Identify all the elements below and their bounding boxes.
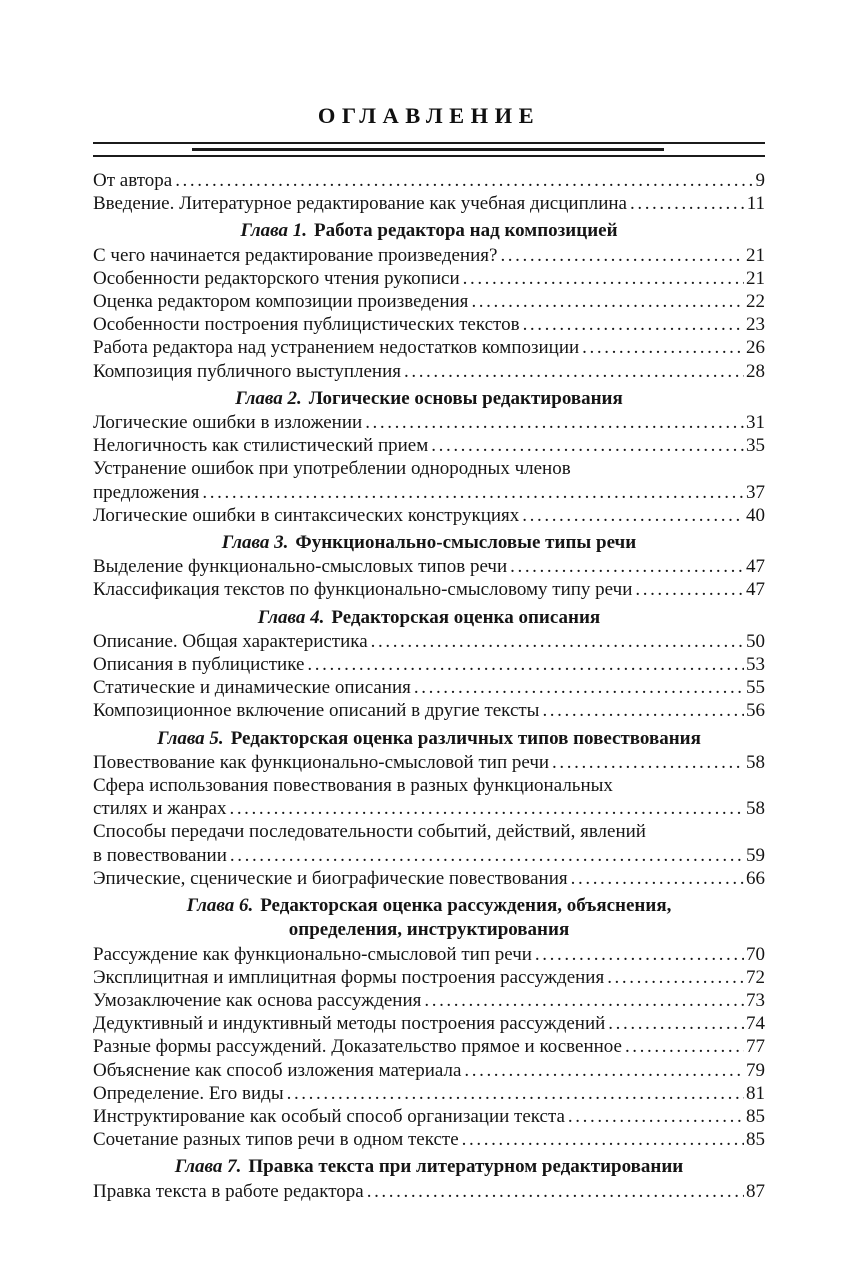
toc-entry-text: Определение. Его виды bbox=[93, 1082, 284, 1104]
toc-entry-text: Композиционное включение описаний в другие тексты bbox=[93, 700, 540, 722]
toc-entry bbox=[93, 578, 765, 601]
toc-entry-text: Дедуктивный и индуктивный методы построения рассуждений bbox=[93, 1013, 606, 1035]
chapter-heading bbox=[93, 531, 765, 554]
chapter-title: Логические основы редактирования bbox=[308, 387, 623, 409]
toc-entry-page-number: 47 bbox=[746, 579, 765, 601]
toc-entry-text: Логические ошибки в синтаксических конструкциях bbox=[93, 504, 520, 526]
chapter-entries bbox=[93, 751, 765, 890]
toc-chapter bbox=[93, 727, 765, 890]
toc-entry-page-number: 79 bbox=[746, 1059, 765, 1081]
toc-entry-page-number: 85 bbox=[746, 1129, 765, 1151]
dot-leader bbox=[202, 481, 744, 504]
toc-entry bbox=[93, 336, 765, 359]
toc-entry-page-number: 28 bbox=[746, 360, 765, 382]
toc-entry bbox=[93, 844, 765, 867]
toc-entry bbox=[93, 434, 765, 457]
toc-entry-page-number: 37 bbox=[746, 481, 765, 503]
toc-entry-page-number: 21 bbox=[746, 244, 765, 266]
dot-leader bbox=[431, 434, 744, 457]
divider-rule-middle bbox=[192, 148, 664, 151]
toc-entry-page-number: 35 bbox=[746, 435, 765, 457]
toc-entry-text: Повествование как функционально-смысловой тип речи bbox=[93, 751, 550, 773]
chapter-entries bbox=[93, 943, 765, 1152]
dot-leader bbox=[625, 1035, 744, 1058]
toc-entry-text: Умозаключение как основа рассуждения bbox=[93, 989, 422, 1011]
chapter-label: Глава 1. bbox=[240, 220, 308, 242]
toc-entry-text: С чего начинается редактирование произведения? bbox=[93, 244, 498, 266]
toc-entry bbox=[93, 797, 765, 820]
toc-entry bbox=[93, 943, 765, 966]
toc-entry-page-number: 58 bbox=[746, 798, 765, 820]
chapter-label: Глава 7. bbox=[174, 1156, 242, 1178]
chapter-entries bbox=[93, 630, 765, 723]
table-of-contents bbox=[93, 169, 765, 1203]
toc-entry-page-number: 26 bbox=[746, 337, 765, 359]
toc-entry-text: Оценка редактором композиции произведения bbox=[93, 291, 469, 313]
toc-entry-page-number: 53 bbox=[746, 654, 765, 676]
dot-leader bbox=[630, 192, 745, 215]
toc-entry-text: Рассуждение как функционально-смысловой тип речи bbox=[93, 943, 532, 965]
toc-entry bbox=[93, 360, 765, 383]
toc-entry-text: в повествовании bbox=[93, 844, 227, 866]
toc-entry-page-number: 40 bbox=[746, 504, 765, 526]
toc-entry bbox=[93, 267, 765, 290]
toc-entry-text: От автора bbox=[93, 170, 173, 191]
toc-entry-page-number: 58 bbox=[746, 751, 765, 773]
chapter-entries bbox=[93, 1180, 765, 1203]
title-divider bbox=[93, 142, 765, 157]
toc-entry-text: Особенности редакторского чтения рукописи bbox=[93, 267, 460, 289]
toc-entry bbox=[93, 169, 765, 192]
toc-entry bbox=[93, 630, 765, 653]
toc-entry-text: Эпические, сценические и биографические повествования bbox=[93, 867, 568, 889]
dot-leader bbox=[463, 267, 744, 290]
toc-entry bbox=[93, 192, 765, 215]
page-title: ОГЛАВЛЕНИЕ bbox=[317, 103, 541, 128]
toc-entry bbox=[93, 1128, 765, 1151]
toc-entry bbox=[93, 966, 765, 989]
toc-entry bbox=[93, 1012, 765, 1035]
dot-leader bbox=[404, 360, 744, 383]
chapter-heading bbox=[93, 894, 765, 917]
toc-chapter bbox=[93, 219, 765, 382]
toc-entry bbox=[93, 555, 765, 578]
toc-entry bbox=[93, 820, 765, 843]
dot-leader bbox=[229, 797, 744, 820]
dot-leader bbox=[230, 844, 744, 867]
toc-entry bbox=[93, 411, 765, 434]
chapter-label: Глава 2. bbox=[235, 387, 302, 409]
chapter-heading-line2: определения, инструктирования bbox=[288, 919, 570, 941]
toc-entry-text: Нелогичность как стилистический прием bbox=[93, 435, 429, 457]
toc-entry-text: стилях и жанрах bbox=[93, 798, 227, 820]
toc-chapter bbox=[93, 1155, 765, 1202]
toc-chapter bbox=[93, 606, 765, 723]
dot-leader bbox=[568, 1105, 744, 1128]
toc-entry-text: Инструктирование как особый способ организации текста bbox=[93, 1105, 565, 1127]
toc-entry-page-number: 70 bbox=[746, 943, 765, 965]
toc-entry-page-number: 72 bbox=[746, 966, 765, 988]
dot-leader bbox=[365, 411, 744, 434]
dot-leader bbox=[287, 1082, 744, 1105]
dot-leader bbox=[582, 336, 744, 359]
toc-entry-text: Композиция публичного выступления bbox=[93, 360, 401, 382]
toc-entry-text: Устранение ошибок при употреблении однородных членов bbox=[93, 458, 571, 480]
dot-leader bbox=[424, 989, 744, 1012]
toc-entry-page-number: 50 bbox=[746, 630, 765, 652]
toc-entry bbox=[93, 699, 765, 722]
dot-leader bbox=[635, 578, 744, 601]
dot-leader bbox=[552, 751, 744, 774]
toc-entry-text: Работа редактора над устранением недостатков композиции bbox=[93, 337, 580, 359]
toc-entry bbox=[93, 457, 765, 480]
toc-entry-text: Особенности построения публицистических текстов bbox=[93, 314, 520, 336]
dot-leader bbox=[522, 504, 744, 527]
chapter-entries bbox=[93, 244, 765, 383]
chapter-label: Глава 4. bbox=[257, 606, 325, 628]
toc-entry bbox=[93, 1180, 765, 1203]
page-content bbox=[93, 0, 765, 1203]
toc-entry-text: Статические и динамические описания bbox=[93, 677, 411, 699]
toc-entry-text: Правка текста в работе редактора bbox=[93, 1180, 364, 1202]
toc-entry-text: Классификация текстов по функционально-смысловому типу речи bbox=[93, 579, 633, 601]
toc-entry bbox=[93, 481, 765, 504]
chapter-entries bbox=[93, 411, 765, 527]
toc-entry bbox=[93, 653, 765, 676]
chapter-label: Глава 3. bbox=[221, 532, 289, 554]
toc-entry-page-number: 59 bbox=[746, 844, 765, 866]
toc-entry bbox=[93, 1105, 765, 1128]
dot-leader bbox=[367, 1180, 744, 1203]
chapter-title: Работа редактора над композицией bbox=[314, 220, 618, 242]
toc-entry-page-number: 66 bbox=[746, 867, 765, 889]
chapter-label: Глава 5. bbox=[157, 727, 224, 749]
toc-entry bbox=[93, 676, 765, 699]
toc-entry bbox=[93, 867, 765, 890]
dot-leader bbox=[523, 313, 744, 336]
toc-entry-page-number: 31 bbox=[746, 412, 765, 434]
dot-leader bbox=[471, 290, 744, 313]
chapter-heading bbox=[93, 727, 765, 750]
chapter-title: Редакторская оценка рассуждения, объяснения, bbox=[260, 895, 672, 917]
chapter-title: Правка текста при литературном редактировании bbox=[248, 1156, 684, 1178]
dot-leader bbox=[571, 867, 744, 890]
toc-entry-page-number: 87 bbox=[746, 1180, 765, 1202]
dot-leader bbox=[542, 699, 744, 722]
toc-entry-page-number: 77 bbox=[746, 1036, 765, 1058]
toc-entry-text: предложения bbox=[93, 481, 200, 503]
dot-leader bbox=[464, 1059, 744, 1082]
chapter-label: Глава 6. bbox=[186, 895, 254, 917]
toc-entry-page-number: 55 bbox=[746, 677, 765, 699]
toc-chapter bbox=[93, 387, 765, 527]
toc-entry-page-number: 73 bbox=[746, 989, 765, 1011]
dot-leader bbox=[535, 943, 744, 966]
divider-rule-top bbox=[93, 142, 765, 144]
toc-entry-text: Сфера использования повествования в разных функциональных bbox=[93, 775, 613, 797]
dot-leader bbox=[371, 630, 744, 653]
dot-leader bbox=[500, 244, 744, 267]
toc-entry bbox=[93, 504, 765, 527]
toc-entry bbox=[93, 751, 765, 774]
toc-entry-text: Объяснение как способ изложения материала bbox=[93, 1059, 462, 1081]
toc-entry bbox=[93, 1035, 765, 1058]
toc-entry bbox=[93, 313, 765, 336]
toc-chapter bbox=[93, 531, 765, 602]
dot-leader bbox=[307, 653, 744, 676]
toc-entry bbox=[93, 1059, 765, 1082]
toc-entry bbox=[93, 1082, 765, 1105]
toc-chapter bbox=[93, 894, 765, 1151]
toc-entry-text: Разные формы рассуждений. Доказательство прямое и косвенное bbox=[93, 1036, 622, 1058]
chapter-title: Редакторская оценка описания bbox=[331, 606, 601, 628]
toc-entry bbox=[93, 290, 765, 313]
chapter-heading bbox=[93, 606, 765, 629]
chapter-title: Редакторская оценка различных типов повествования bbox=[230, 727, 701, 749]
chapter-heading bbox=[93, 387, 765, 410]
toc-entry-page-number: 9 bbox=[755, 170, 765, 191]
toc-entry-page-number: 22 bbox=[746, 291, 765, 313]
toc-entry-page-number: 47 bbox=[746, 556, 765, 578]
toc-entry-text: Введение. Литературное редактирование как учебная дисциплина bbox=[93, 193, 627, 215]
toc-entry bbox=[93, 989, 765, 1012]
toc-entry-page-number: 23 bbox=[746, 314, 765, 336]
chapter-title: Функционально-смысловые типы речи bbox=[295, 532, 637, 554]
toc-entry-page-number: 85 bbox=[746, 1105, 765, 1127]
dot-leader bbox=[607, 966, 744, 989]
toc-entry-page-number: 21 bbox=[746, 267, 765, 289]
toc-entry bbox=[93, 774, 765, 797]
divider-rule-bottom bbox=[93, 155, 765, 157]
toc-entry-text: Логические ошибки в изложении bbox=[93, 412, 363, 434]
toc-entry-page-number: 56 bbox=[746, 700, 765, 722]
dot-leader bbox=[462, 1128, 744, 1151]
dot-leader bbox=[510, 555, 744, 578]
toc-entry-text: Описание. Общая характеристика bbox=[93, 630, 368, 652]
toc-entry-text: Эксплицитная и имплицитная формы построения рассуждения bbox=[93, 966, 605, 988]
toc-entry bbox=[93, 244, 765, 267]
dot-leader bbox=[414, 676, 744, 699]
toc-entry-text: Способы передачи последовательности событий, действий, явлений bbox=[93, 821, 646, 843]
toc-entry-text: Выделение функционально-смысловых типов речи bbox=[93, 556, 508, 578]
toc-entry-text: Описания в публицистике bbox=[93, 654, 305, 676]
dot-leader bbox=[608, 1012, 744, 1035]
chapter-heading bbox=[93, 1155, 765, 1178]
toc-entry-text: Сочетание разных типов речи в одном тексте bbox=[93, 1129, 459, 1151]
chapter-entries bbox=[93, 555, 765, 601]
toc-entry-page-number: 81 bbox=[746, 1082, 765, 1104]
toc-entry-page-number: 74 bbox=[746, 1013, 765, 1035]
dot-leader bbox=[175, 169, 753, 192]
chapter-heading bbox=[93, 219, 765, 242]
toc-entry-page-number: 11 bbox=[746, 193, 765, 215]
